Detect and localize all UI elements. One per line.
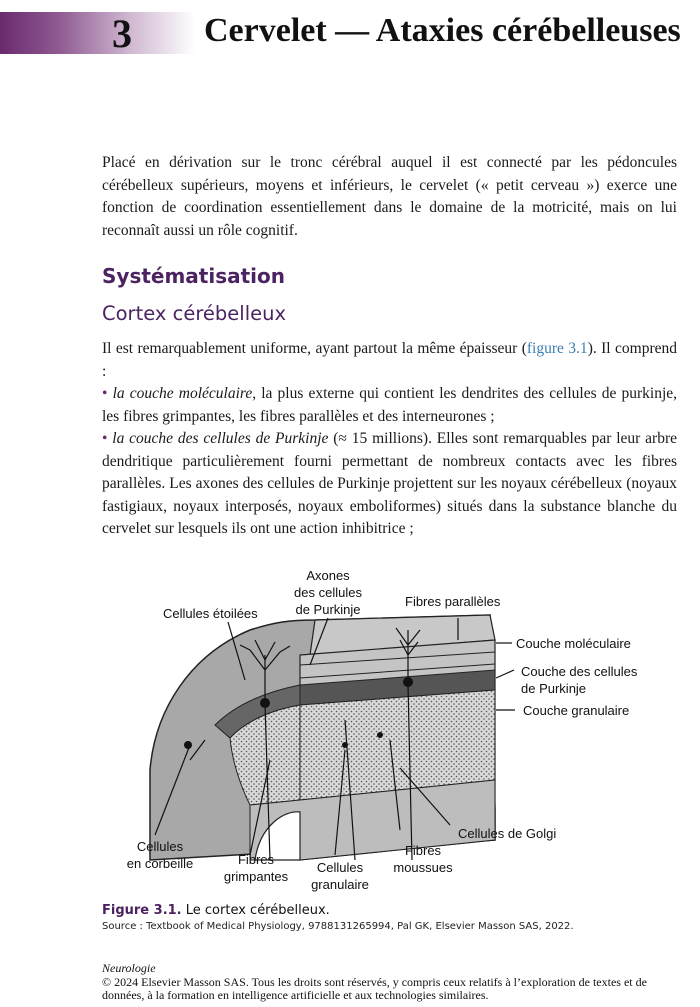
label-cellules-golgi: Cellules de Golgi [458,826,557,841]
bullet-text: (≈ 15 millions). Elles sont remarquables par leur arbre dendritique particulièrement fourni permettant de nombreux contacts avec les fibres parallèles. Les axones des cellules de Purkinje projettent sur les noyaux cérébelleux (noyaux fastigiaux, noyaux interposés, noyaux emboliformes) situés dans la substance blanche du cervelet sur lesquels ils ont une action inhibitrice ; [102,430,678,537]
chapter-number: 3 [112,11,132,56]
section-title: Systématisation [102,264,286,288]
label-fibres-moussues: moussues [393,860,453,875]
label-cellules-granulaire: Cellules [316,860,364,875]
bullet-text: , la plus externe qui contient les dendrites des cellules de purkinje, les fibres grimpantes, les fibres parallèles et des interneurones ; [102,385,678,425]
label-fibres-paralleles: Fibres parallèles [405,594,501,609]
chapter-color-band [0,12,195,54]
body-text [102,338,677,541]
label-axones: des cellules [294,585,362,600]
label-fibres-grimpantes: grimpantes [223,869,289,884]
granule-cell [342,742,348,748]
footer-book: Neurologie [102,961,156,975]
figure-link[interactable]: figure 3.1 [526,340,588,357]
caption-text: Le cortex cérébelleux. [181,903,330,918]
label-cellules-corbeille: en corbeille [126,856,194,871]
para-end: ). Il comprend : [102,340,677,380]
label-fibres-grimpantes: Fibres [237,852,275,867]
page-footer [102,962,687,1003]
label-axones: Axones [306,568,350,583]
cortex-diagram [100,560,680,900]
purkinje-cell [403,677,413,687]
label-axones: de Purkinje [295,602,361,617]
footer-rights: © 2024 Elsevier Masson SAS. Tous les droits sont réservés, y compris ceux relatifs à l’exploration de textes et de données, à la formation en intelligence artificielle et aux technologies similaires. [102,974,647,1002]
label-couche-moleculaire: Couche moléculaire [516,636,631,651]
chapter-title: Cervelet — Ataxies cérébelleuses [204,12,681,49]
label-cellules-etoilees: Cellules étoilées [163,606,258,621]
label-couche-granulaire: Couche granulaire [523,703,630,718]
bullet-term: la couche moléculaire [112,385,253,402]
purkinje-cell [260,698,270,708]
label-cellules-corbeille: Cellules [136,839,184,854]
caption-number: Figure 3.1. [102,903,182,918]
label-fibres-moussues: Fibres [404,843,442,858]
para-start: Il est remarquablement uniforme, ayant partout la même épaisseur ( [102,340,527,357]
subsection-title: Cortex cérébelleux [102,302,287,325]
label-couche-purkinje: de Purkinje [521,681,587,696]
intro-paragraph: Placé en dérivation sur le tronc cérébral auquel il est connecté par les pédoncules cérébelleux supérieurs, moyens et inférieurs, le cervelet (« petit cerveau ») exerce une fonction de coordination essentiellement dans le domaine de la motricité, mais on lui reconnaît aussi un rôle cognitif. [102,154,677,239]
basket-cell [184,741,192,749]
bullet-icon: • [102,385,108,402]
bullet-icon: • [102,430,108,447]
cortex-figure [100,560,680,900]
figure-source: Source : Textbook of Medical Physiology, 9788131265994, Pal GK, Elsevier Masson SAS, 2022. [102,921,574,932]
golgi-cell [377,732,383,738]
bullet-term: la couche des cellules de Purkinje [112,430,329,447]
label-cellules-granulaire: granulaire [311,877,369,892]
figure-caption [102,903,330,918]
label-couche-purkinje: Couche des cellules [521,664,638,679]
